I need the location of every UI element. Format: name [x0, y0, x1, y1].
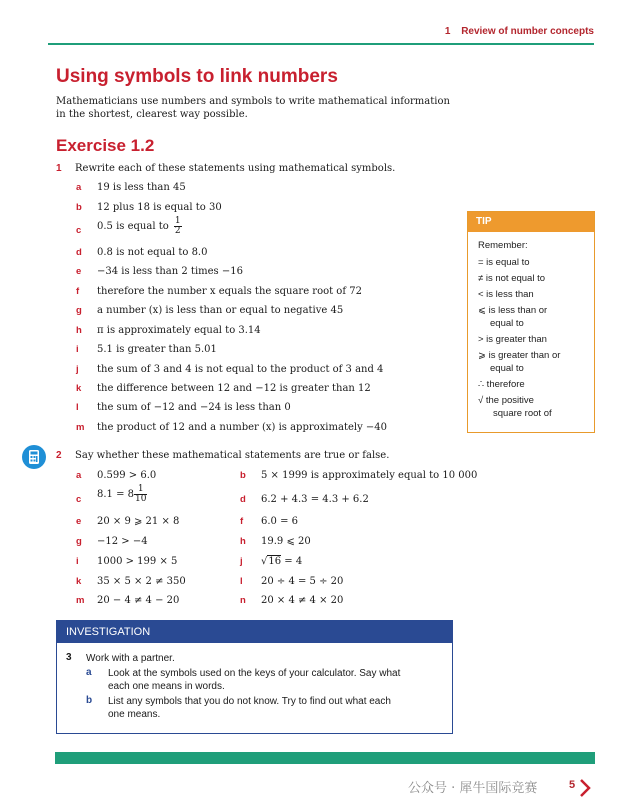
tip-line: > is greater than	[478, 334, 547, 345]
q1-item-letter: g	[76, 305, 82, 316]
investigation-item-line: Look at the symbols used on the keys of your calculator. Say what	[108, 668, 401, 679]
q1-item-letter: h	[76, 325, 82, 336]
header-rule	[48, 43, 594, 45]
q1-item: 5.1 is greater than 5.01	[97, 344, 217, 355]
q1-item: therefore the number x equals the square root of 72	[97, 286, 362, 297]
tip-label: TIP	[468, 212, 594, 232]
fraction	[134, 485, 147, 504]
q1-item: 0.8 is not equal to 8.0	[97, 247, 208, 258]
q2-item-letter: j	[240, 556, 243, 567]
tip-line: Remember:	[478, 240, 528, 251]
q2-item-letter: k	[76, 576, 82, 587]
tip-line: equal to	[490, 318, 524, 329]
q2-item: 19.9 ⩽ 20	[261, 536, 311, 547]
q1-item: π is approximately equal to 3.14	[97, 325, 261, 336]
q2-item-letter: c	[76, 494, 82, 505]
q2-item-letter: m	[76, 595, 85, 606]
q2-item: 6.2 + 4.3 = 4.3 + 6.2	[261, 494, 369, 505]
q1-item: the sum of 3 and 4 is not equal to the product of 3 and 4	[97, 364, 384, 375]
q2-item-letter: e	[76, 516, 82, 527]
q1-item-letter: e	[76, 266, 82, 277]
q1-item: 19 is less than 45	[97, 182, 186, 193]
intro-paragraph: Mathematicians use numbers and symbols to write mathematical information in the shortest, clearest way possible.	[56, 96, 450, 120]
q1-item: a number (x) is less than or equal to negative 45	[97, 305, 344, 316]
q1-item-letter: f	[76, 286, 80, 297]
q1-item-letter: i	[76, 344, 79, 355]
q1-item-letter: c	[76, 225, 82, 236]
question-3-text: Work with a partner.	[86, 653, 175, 664]
q1-item-letter: m	[76, 422, 85, 433]
q2-item-letter: n	[240, 595, 246, 606]
q2-item-text: = 4	[281, 556, 303, 567]
question-1-number: 1	[56, 163, 62, 174]
investigation-label: INVESTIGATION	[57, 621, 452, 643]
section-title: Using symbols to link numbers	[56, 66, 338, 87]
footer-bar	[55, 752, 595, 764]
q1-item-letter: b	[76, 202, 82, 213]
fraction	[174, 217, 182, 236]
investigation-item-line: List any symbols that you do not know. Try to find out what each	[108, 696, 391, 707]
investigation-item-letter: a	[86, 667, 92, 678]
q2-item-letter: i	[76, 556, 79, 567]
q2-item-letter: b	[240, 470, 246, 481]
q1-item-letter: k	[76, 383, 82, 394]
q2-item	[261, 556, 302, 567]
sqrt-symbol: √	[261, 556, 268, 567]
q2-item: 5 × 1999 is approximately equal to 10 000	[261, 470, 478, 481]
tip-line: ≠ is not equal to	[478, 273, 546, 284]
q2-item: 1000 > 199 × 5	[97, 556, 178, 567]
q2-item: 20 − 4 ≠ 4 − 20	[97, 595, 180, 606]
investigation-item-letter: b	[86, 695, 93, 706]
page-number: 5	[569, 779, 576, 791]
tip-line: equal to	[490, 363, 524, 374]
q2-item-letter: l	[240, 576, 243, 587]
tip-line: square root of	[493, 408, 552, 419]
q1-item-text: 0.5 is equal to	[97, 221, 169, 232]
watermark: 公众号 · 犀牛国际竞赛	[408, 781, 538, 796]
q1-item: the product of 12 and a number (x) is approximately −40	[97, 422, 388, 433]
exercise-title: Exercise 1.2	[56, 136, 155, 155]
q2-item-letter: d	[240, 494, 246, 505]
investigation-item-line: one means.	[108, 709, 161, 720]
question-1-text: Rewrite each of these statements using mathematical symbols.	[75, 163, 396, 174]
q1-item	[97, 217, 182, 236]
q2-item-letter: h	[240, 536, 246, 547]
question-3-number: 3	[66, 652, 72, 663]
q2-item-text: 8.1 = 8	[97, 489, 135, 500]
next-page-chevron-icon[interactable]	[578, 778, 592, 802]
q2-item: 0.599 > 6.0	[97, 470, 157, 481]
q2-item: 6.0 = 6	[261, 516, 299, 527]
q2-item-letter: f	[240, 516, 244, 527]
fraction-numerator: 1	[134, 485, 147, 495]
q1-item-letter: j	[76, 364, 79, 375]
q2-item: −12 > −4	[97, 536, 148, 547]
tip-line: ∴ therefore	[478, 379, 525, 390]
chapter-title: Review of number concepts	[461, 26, 594, 37]
q2-item-letter: g	[76, 536, 82, 547]
chapter-number: 1	[444, 26, 451, 37]
q2-item	[97, 485, 147, 504]
q1-item: the difference between 12 and −12 is greater than 12	[97, 383, 371, 394]
question-2-number: 2	[56, 450, 62, 461]
tip-box	[467, 211, 595, 433]
fraction-denominator: 2	[174, 226, 181, 236]
q2-item: 20 × 9 ⩾ 21 × 8	[97, 516, 180, 527]
sqrt-radicand: 16	[268, 556, 282, 567]
fraction-numerator: 1	[174, 216, 181, 226]
question-2-text: Say whether these mathematical statements are true or false.	[75, 450, 390, 461]
fraction-denominator: 10	[135, 494, 147, 504]
investigation-box	[56, 620, 453, 734]
q1-item-letter: l	[76, 402, 79, 413]
q2-item: 20 ÷ 4 = 5 ÷ 20	[261, 576, 344, 587]
tip-line: √ the positive	[478, 395, 534, 406]
chapter-header	[445, 26, 594, 37]
q2-item-letter: a	[76, 470, 82, 481]
tip-line: ⩾ is greater than or	[478, 350, 561, 361]
q1-item-letter: a	[76, 182, 82, 193]
q2-item: 20 × 4 ≠ 4 × 20	[261, 595, 344, 606]
q1-item: 12 plus 18 is equal to 30	[97, 202, 222, 213]
tip-line: < is less than	[478, 289, 534, 300]
q1-item-letter: d	[76, 247, 82, 258]
q1-item: −34 is less than 2 times −16	[97, 266, 243, 277]
investigation-item-line: each one means in words.	[108, 681, 225, 692]
tip-line: ⩽ is less than or	[478, 305, 548, 316]
q2-item: 35 × 5 × 2 ≠ 350	[97, 576, 186, 587]
q1-item: the sum of −12 and −24 is less than 0	[97, 402, 291, 413]
calculator-icon	[22, 445, 46, 469]
tip-line: = is equal to	[478, 257, 530, 268]
